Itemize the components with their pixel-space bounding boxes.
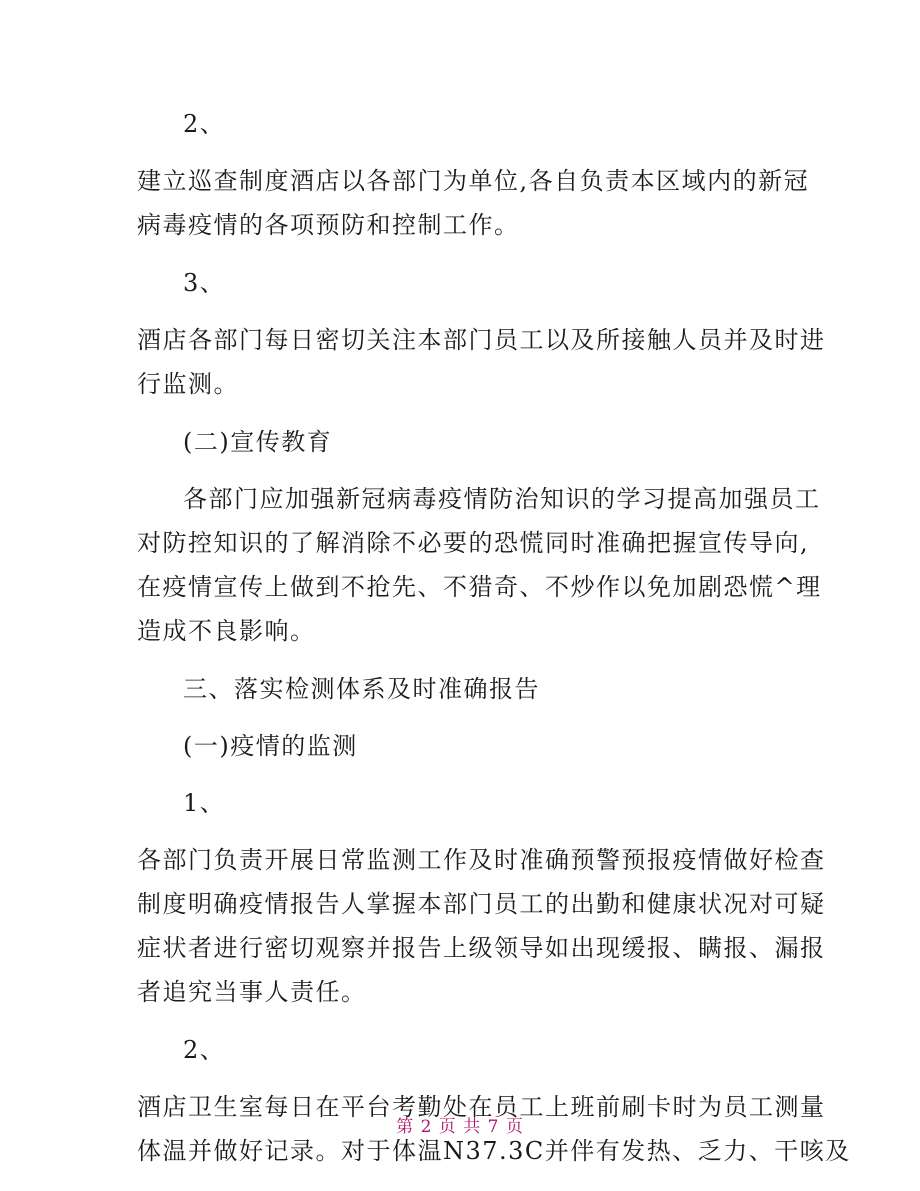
paragraph-line: 造成不良影响。 [137, 617, 316, 645]
paragraph-line: 对防控知识的了解消除不必要的恐慌同时准确把握宣传导向, [137, 529, 810, 557]
paragraph [137, 159, 810, 247]
paragraph-line: 症状者进行密切观察并报告上级领导如出现缓报、瞒报、漏报 [137, 934, 826, 962]
paragraph-line: 酒店各部门每日密切关注本部门员工以及所接触人员并及时进 [137, 326, 826, 354]
section-heading: 三、落实检测体系及时准确报告 [183, 675, 540, 703]
paragraph-line: 制度明确疫情报告人掌握本部门员工的出勤和健康状况对可疑 [137, 890, 826, 918]
paragraph [137, 838, 826, 1014]
paragraph-line: 建立巡查制度酒店以各部门为单位,各自负责本区域内的新冠 [137, 167, 810, 195]
subsection-heading: (一)疫情的监测 [183, 732, 358, 760]
page-number-footer: 第 2 页 共 7 页 [396, 1117, 524, 1137]
paragraph [137, 318, 826, 406]
paragraph-line: 行监测。 [137, 370, 239, 398]
paragraph-line: 酒店卫生室每日在平台考勤处在员工上班前刷卡时为员工测量 [137, 1093, 826, 1121]
paragraph-line: 各部门负责开展日常监测工作及时准确预警预报疫情做好检查 [137, 846, 826, 874]
paragraph-line: 体温并做好记录。对于体温N37.3C并伴有发热、乏力、干咳及 [137, 1137, 851, 1165]
item-number: 2、 [183, 110, 226, 138]
paragraph-line: 病毒疫情的各项预防和控制工作。 [137, 211, 520, 239]
document-body [137, 102, 851, 1173]
paragraph-line: 者追究当事人责任。 [137, 978, 367, 1006]
section-heading: (二)宣传教育 [183, 428, 333, 456]
paragraph [137, 477, 822, 653]
paragraph-line: 在疫情宣传上做到不抢先、不猎奇、不炒作以免加剧恐慌^理 [137, 573, 822, 601]
item-number: 1、 [183, 789, 226, 817]
item-number: 2、 [183, 1036, 226, 1064]
item-number: 3、 [183, 269, 226, 297]
paragraph-line: 各部门应加强新冠病毒疫情防治知识的学习提高加强员工 [183, 485, 821, 513]
